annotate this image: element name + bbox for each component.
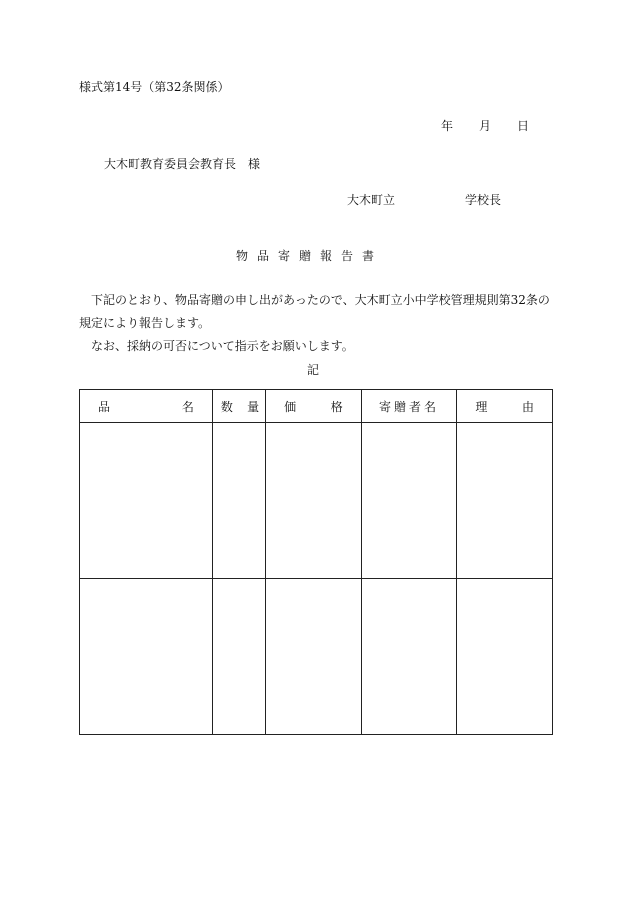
day-label: 日	[517, 119, 530, 133]
cell-price[interactable]	[266, 579, 362, 735]
header-quantity: 数 量	[212, 390, 265, 423]
school-prefix: 大木町立	[347, 193, 396, 207]
body-paragraph-1: 下記のとおり、物品寄贈の申し出があったので、大木町立小中学校管理規則第32条の規定により報告します。	[79, 293, 550, 330]
table-row	[80, 579, 553, 735]
cell-price[interactable]	[266, 423, 362, 579]
date-line	[441, 119, 529, 133]
body-paragraph-2: なお、採納の可否について指示をお願いします。	[91, 339, 354, 353]
header-item-name: 品 名	[80, 390, 213, 423]
school-principal-line	[347, 193, 501, 207]
header-donor: 寄贈者名	[361, 390, 457, 423]
cell-reason[interactable]	[457, 579, 553, 735]
cell-item-name[interactable]	[80, 579, 213, 735]
table-row	[80, 423, 553, 579]
table-header-row	[80, 390, 553, 423]
body-text	[79, 289, 555, 358]
donation-table	[79, 389, 553, 735]
kigo-label: 記	[307, 363, 320, 377]
addressee: 大木町教育委員会教育長 様	[104, 157, 261, 171]
form-number: 様式第14号（第32条関係）	[79, 80, 230, 94]
header-price: 価 格	[266, 390, 362, 423]
cell-quantity[interactable]	[212, 579, 265, 735]
document-title: 物品寄贈報告書	[236, 249, 384, 263]
year-label: 年	[441, 119, 454, 133]
header-reason: 理 由	[457, 390, 553, 423]
cell-donor[interactable]	[361, 423, 457, 579]
cell-reason[interactable]	[457, 423, 553, 579]
cell-item-name[interactable]	[80, 423, 213, 579]
month-label: 月	[479, 119, 492, 133]
cell-donor[interactable]	[361, 579, 457, 735]
cell-quantity[interactable]	[212, 423, 265, 579]
school-suffix: 学校長	[465, 193, 502, 207]
